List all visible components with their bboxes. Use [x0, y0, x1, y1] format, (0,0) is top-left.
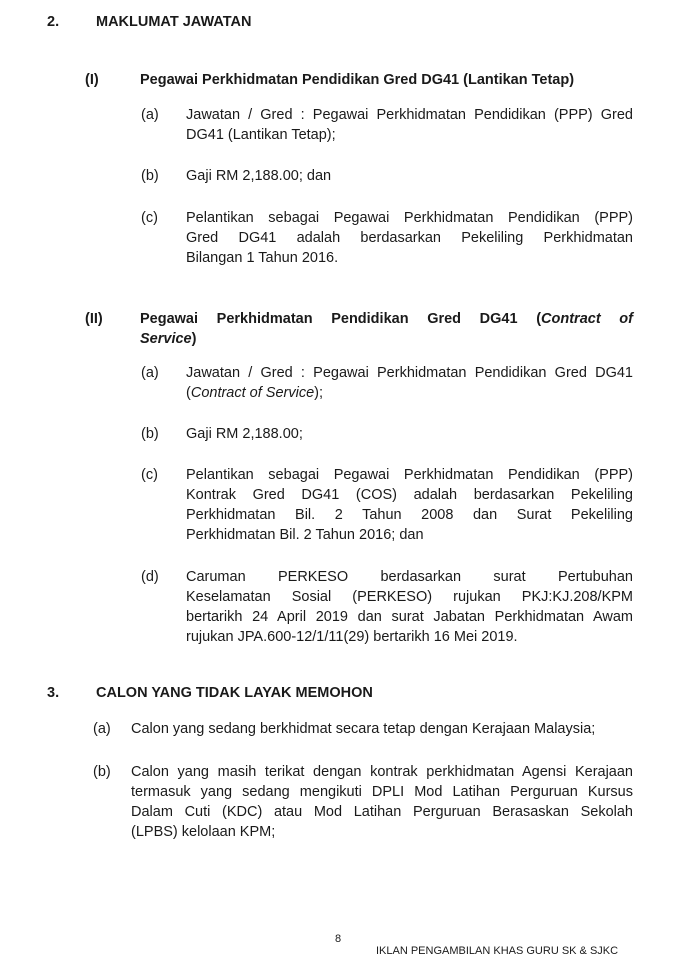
- subsection-2-title: Pegawai Perkhidmatan Pendidikan Gred DG41 (Contract of Service): [140, 311, 633, 347]
- item-label: (a): [141, 107, 159, 123]
- item-text: Pelantikan sebagai Pegawai Perkhidmatan Pendidikan (PPP) Kontrak Gred DG41 (COS) adalah berdasarkan Pekeliling Perkhidmatan Bil. 2 Tahun 2008 dan Surat Pekeliling Perkhidmatan Bil. 2 Tahun 2016; dan: [186, 467, 633, 543]
- item-text: Pelantikan sebagai Pegawai Perkhidmatan Pendidikan (PPP) Gred DG41 adalah berdasarkan Pekeliling Perkhidmatan Bilangan 1 Tahun 2016.: [186, 210, 633, 266]
- page-number: 8: [335, 933, 342, 945]
- item-label: (a): [93, 721, 111, 737]
- footer-title: IKLAN PENGAMBILAN KHAS GURU SK & SJKC: [376, 945, 619, 957]
- item-label: (b): [141, 426, 159, 442]
- item-text: Jawatan / Gred : Pegawai Perkhidmatan Pendidikan Gred DG41 (Contract of Service);: [186, 365, 633, 401]
- item-text: Caruman PERKESO berdasarkan surat Pertubuhan Keselamatan Sosial (PERKESO) rujukan PKJ:KJ.208/KPM bertarikh 24 April 2019 dan surat Jabatan Perkhidmatan Awam rujukan JPA.600-12/1/11(29) bertarikh 16 Mei 2019.: [186, 569, 633, 645]
- item-label: (a): [141, 365, 159, 381]
- item-text: Calon yang sedang berkhidmat secara tetap dengan Kerajaan Malaysia;: [131, 721, 596, 737]
- section-2-number: 2.: [47, 14, 60, 30]
- item-label: (c): [141, 467, 158, 483]
- section-3-number: 3.: [47, 685, 60, 701]
- item-label: (c): [141, 210, 158, 226]
- subsection-1-number: (I): [85, 72, 99, 88]
- section-3-title: CALON YANG TIDAK LAYAK MEMOHON: [96, 685, 373, 701]
- subsection-2-number: (II): [85, 311, 103, 327]
- item-text: Gaji RM 2,188.00;: [186, 426, 303, 442]
- section-2-title: MAKLUMAT JAWATAN: [96, 14, 252, 30]
- item-text: Calon yang masih terikat dengan kontrak perkhidmatan Agensi Kerajaan termasuk yang sedang mengikuti DPLI Mod Latihan Perguruan Kursus Dalam Cuti (KDC) atau Mod Latihan Perguruan Berasaskan Sekolah (LPBS) kelolaan KPM;: [131, 764, 633, 840]
- item-label: (d): [141, 569, 159, 585]
- item-text: Jawatan / Gred : Pegawai Perkhidmatan Pendidikan (PPP) Gred DG41 (Lantikan Tetap);: [186, 107, 633, 143]
- item-label: (b): [93, 764, 111, 780]
- item-text: Gaji RM 2,188.00; dan: [186, 168, 332, 184]
- subsection-1-title: Pegawai Perkhidmatan Pendidikan Gred DG41 (Lantikan Tetap): [140, 72, 575, 88]
- item-label: (b): [141, 168, 159, 184]
